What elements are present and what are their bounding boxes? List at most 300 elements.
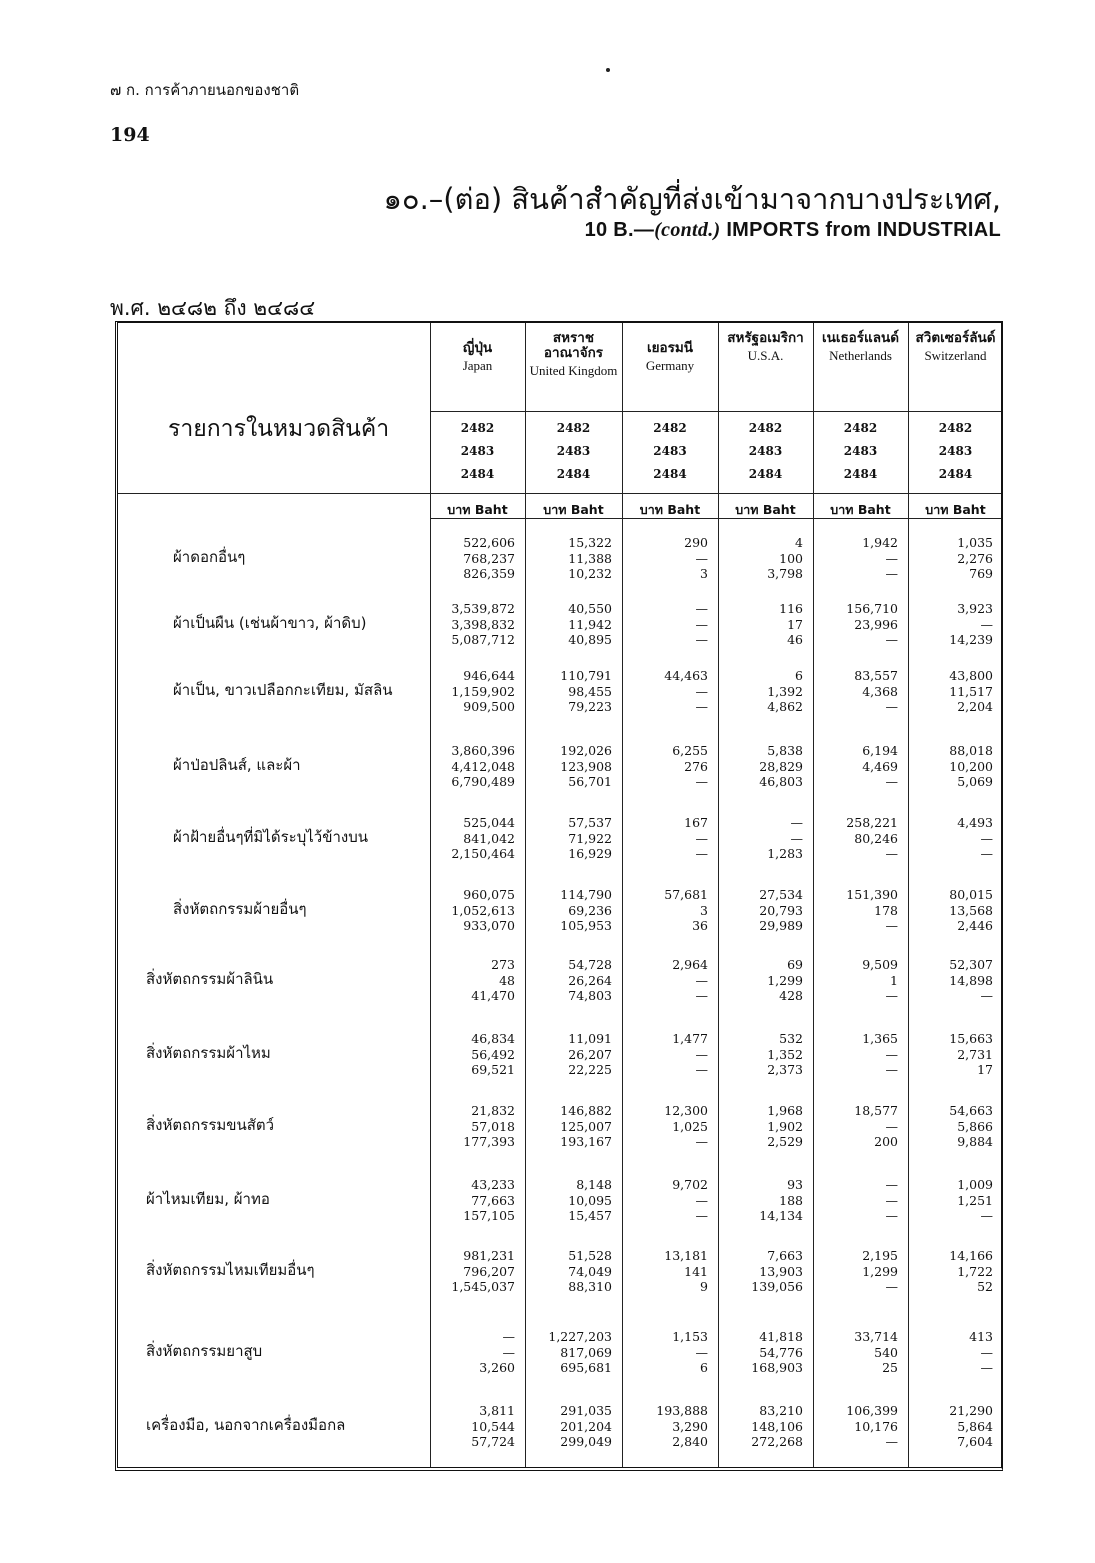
cell-value: 413 — [969, 1329, 993, 1344]
cell-value: 522,606 — [463, 535, 515, 550]
cell-value: — — [980, 1360, 993, 1375]
data-cell — [718, 1103, 803, 1150]
year-label: 2482 — [556, 421, 591, 435]
cell-value: 106,399 — [846, 1403, 898, 1418]
cell-value: 80,015 — [949, 887, 993, 902]
cell-value: — — [885, 1062, 898, 1077]
data-cell — [908, 957, 993, 1004]
column-header-english: U.S.A. — [747, 347, 784, 363]
cell-value: 14,134 — [759, 1208, 803, 1223]
title-english — [585, 219, 1001, 242]
cell-value: 20,793 — [759, 902, 803, 918]
cell-value: 11,091 — [568, 1031, 612, 1046]
data-cell — [908, 535, 993, 582]
cell-value: 1,352 — [767, 1046, 803, 1062]
cell-value: 946,644 — [463, 668, 515, 683]
data-cell — [718, 887, 803, 934]
data-cell — [813, 815, 898, 862]
cell-value: — — [695, 1344, 708, 1360]
cell-value: 139,056 — [751, 1279, 803, 1294]
cell-value: 18,577 — [854, 1103, 898, 1118]
cell-value: 88,018 — [949, 743, 993, 758]
data-cell — [813, 887, 898, 934]
column-header — [813, 331, 908, 363]
cell-value: 6,790,489 — [451, 774, 515, 789]
cell-value: 98,455 — [568, 683, 612, 699]
cell-value: — — [695, 550, 708, 566]
cell-value: 57,681 — [664, 887, 708, 902]
year-label: 2484 — [843, 467, 878, 481]
data-cell — [908, 1329, 993, 1376]
data-cell — [908, 1177, 993, 1224]
data-cell — [718, 535, 803, 582]
cell-value: 1 — [890, 972, 898, 988]
column-header — [908, 331, 1003, 363]
year-label: 2483 — [843, 444, 878, 458]
cell-value: 1,227,203 — [548, 1329, 612, 1344]
data-cell — [430, 1177, 515, 1224]
data-cell — [430, 887, 515, 934]
cell-value: 201,204 — [560, 1418, 612, 1434]
cell-value: 74,803 — [568, 988, 612, 1003]
cell-value: 21,832 — [471, 1103, 515, 1118]
cell-value: 2,150,464 — [451, 846, 515, 861]
year-labels — [908, 417, 1003, 486]
cell-value: 80,246 — [854, 830, 898, 846]
data-cell — [525, 743, 612, 790]
data-cell — [908, 1103, 993, 1150]
cell-value: 4,469 — [862, 758, 898, 774]
data-cell — [622, 535, 708, 582]
data-cell — [813, 1329, 898, 1376]
cell-value: 3,290 — [672, 1418, 708, 1434]
cell-value: 1,299 — [862, 1263, 898, 1279]
data-cell — [430, 1403, 515, 1450]
cell-value: 5,087,712 — [451, 632, 515, 647]
cell-value: — — [695, 699, 708, 714]
data-cell — [622, 1103, 708, 1150]
cell-value: 69,236 — [568, 902, 612, 918]
row-label: ผ้าเป็น, ขาวเปลือกกะเทียม, มัสลิน — [173, 681, 393, 699]
data-cell — [525, 1329, 612, 1376]
cell-value: 1,025 — [672, 1118, 708, 1134]
cell-value: — — [695, 972, 708, 988]
year-label: 2484 — [460, 467, 495, 481]
data-cell — [430, 668, 515, 715]
cell-value: 1,052,613 — [451, 902, 515, 918]
cell-value: 146,882 — [560, 1103, 612, 1118]
data-cell — [430, 1329, 515, 1376]
cell-value: 796,207 — [463, 1263, 515, 1279]
cell-value: 13,181 — [664, 1248, 708, 1263]
cell-value: — — [695, 683, 708, 699]
cell-value: 2,204 — [957, 699, 993, 714]
cell-value: 5,069 — [957, 774, 993, 789]
data-cell — [908, 1248, 993, 1295]
column-header-english: United Kingdom — [529, 362, 618, 378]
cell-value: 26,264 — [568, 972, 612, 988]
cell-value: 46,834 — [471, 1031, 515, 1046]
cell-value: — — [885, 774, 898, 789]
year-label: 2484 — [938, 467, 973, 481]
data-cell — [718, 601, 803, 648]
column-header-thai: ญี่ปุ่น — [462, 340, 493, 356]
column-header-thai: สหราชอาณาจักร — [543, 330, 604, 361]
cell-value: 26,207 — [568, 1046, 612, 1062]
cell-value: — — [695, 1046, 708, 1062]
cell-value: 79,223 — [568, 699, 612, 714]
cell-value: 2,276 — [957, 550, 993, 566]
row-label: สิ่งหัตถกรรมไหมเทียมอื่นๆ — [146, 1261, 315, 1279]
cell-value: 3,811 — [479, 1403, 515, 1418]
cell-value: 909,500 — [463, 699, 515, 714]
cell-value: — — [885, 1192, 898, 1208]
cell-value: 299,049 — [560, 1434, 612, 1449]
cell-value: 4,368 — [862, 683, 898, 699]
column-header-english: Netherlands — [829, 347, 892, 363]
cell-value: — — [885, 846, 898, 861]
year-label: 2484 — [653, 467, 687, 481]
cell-value: 1,251 — [957, 1192, 993, 1208]
data-cell — [525, 1177, 612, 1224]
cell-value: 200 — [874, 1134, 898, 1149]
cell-value: — — [885, 988, 898, 1003]
unit-label: บาท Baht — [925, 502, 986, 517]
data-cell — [622, 668, 708, 715]
cell-value: 2,731 — [957, 1046, 993, 1062]
data-cell — [908, 815, 993, 862]
cell-value: 2,529 — [767, 1134, 803, 1149]
data-cell — [622, 1031, 708, 1078]
cell-value: 188 — [779, 1192, 803, 1208]
data-cell — [908, 601, 993, 648]
data-cell — [718, 668, 803, 715]
cell-value: 1,153 — [672, 1329, 708, 1344]
cell-value: 48 — [499, 972, 515, 988]
unit-label: บาท Baht — [639, 502, 701, 517]
data-cell — [525, 887, 612, 934]
cell-value: 1,942 — [862, 535, 898, 550]
row-label: สิ่งหัตถกรรมขนสัตว์ — [146, 1116, 275, 1134]
cell-value: — — [695, 632, 708, 647]
cell-value: 40,550 — [568, 601, 612, 616]
cell-value: 6,194 — [862, 743, 898, 758]
cell-value: 276 — [684, 758, 708, 774]
data-cell — [813, 957, 898, 1004]
column-header-english: Japan — [462, 357, 493, 373]
cell-value: 290 — [684, 535, 708, 550]
data-cell — [430, 601, 515, 648]
column-header-english: Switzerland — [924, 347, 987, 363]
cell-value: 116 — [779, 601, 803, 616]
cell-value: 16,929 — [568, 846, 612, 861]
cell-value: 826,359 — [463, 566, 515, 581]
cell-value: 110,791 — [560, 668, 612, 683]
column-header — [525, 331, 622, 378]
row-label: ผ้าดอกอื่นๆ — [173, 548, 246, 566]
cell-value: 10,200 — [949, 758, 993, 774]
cell-value: 428 — [779, 988, 803, 1003]
cell-value: 46,803 — [759, 774, 803, 789]
title-thai: ๑๐.–(ต่อ) สินค้าสำคัญที่ส่งเข้ามาจากบางประเทศ, — [383, 182, 1001, 216]
cell-value: — — [885, 699, 898, 714]
row-label: สิ่งหัตถกรรมผ้ายอื่นๆ — [173, 900, 307, 918]
unit-label: บาท Baht — [447, 502, 508, 517]
cell-value: 71,922 — [568, 830, 612, 846]
cell-value: 3,860,396 — [451, 743, 515, 758]
cell-value: 9,884 — [957, 1134, 993, 1149]
cell-value: 43,233 — [471, 1177, 515, 1192]
cell-value: 1,035 — [957, 535, 993, 550]
cell-value: 54,663 — [949, 1103, 993, 1118]
row-divider — [118, 493, 1001, 494]
cell-value: 1,968 — [767, 1103, 803, 1118]
cell-value: 7,663 — [767, 1248, 803, 1263]
cell-value: 6,255 — [672, 743, 708, 758]
year-label: 2482 — [460, 421, 495, 435]
data-cell — [430, 1031, 515, 1078]
cell-value: 168,903 — [751, 1360, 803, 1375]
data-cell — [430, 1248, 515, 1295]
cell-value: — — [695, 616, 708, 632]
cell-value: 33,714 — [854, 1329, 898, 1344]
cell-value: 14,239 — [949, 632, 993, 647]
cell-value: 40,895 — [568, 632, 612, 647]
row-label: ผ้าไหมเทียม, ผ้าทอ — [146, 1190, 270, 1208]
cell-value: — — [695, 1062, 708, 1077]
cell-value: 817,069 — [560, 1344, 612, 1360]
data-cell — [908, 743, 993, 790]
cell-value: 14,166 — [949, 1248, 993, 1263]
cell-value: 6 — [700, 1360, 708, 1375]
cell-value: 1,545,037 — [451, 1279, 515, 1294]
cell-value: 5,866 — [957, 1118, 993, 1134]
data-cell — [813, 1177, 898, 1224]
cell-value: 272,268 — [751, 1434, 803, 1449]
cell-value: 148,106 — [751, 1418, 803, 1434]
data-cell — [908, 1403, 993, 1450]
row-label: ผ้าเป็นผืน (เช่นผ้าขาว, ผ้าดิบ) — [173, 614, 367, 632]
cell-value: — — [980, 830, 993, 846]
data-cell — [525, 1248, 612, 1295]
cell-value: 52,307 — [949, 957, 993, 972]
cell-value: 10,232 — [568, 566, 612, 581]
cell-value: 69 — [787, 957, 803, 972]
cell-value: 1,722 — [957, 1263, 993, 1279]
cell-value: 4,862 — [767, 699, 803, 714]
cell-value: 46 — [787, 632, 803, 647]
cell-value: 17 — [787, 616, 803, 632]
row-divider — [430, 411, 1001, 412]
year-label: 2484 — [556, 467, 591, 481]
cell-value: 4,412,048 — [451, 758, 515, 774]
cell-value: 7,604 — [957, 1434, 993, 1449]
cell-value: 3,798 — [767, 566, 803, 581]
year-label: 2482 — [938, 421, 973, 435]
cell-value: 57,724 — [471, 1434, 515, 1449]
data-cell — [718, 815, 803, 862]
data-cell — [908, 1031, 993, 1078]
cell-value: 57,018 — [471, 1118, 515, 1134]
cell-value: — — [885, 1208, 898, 1223]
data-cell — [813, 668, 898, 715]
cell-value: — — [695, 774, 708, 789]
row-label: สิ่งหัตถกรรมผ้าไหม — [146, 1044, 271, 1062]
cell-value: 177,393 — [463, 1134, 515, 1149]
cell-value: 3,398,832 — [451, 616, 515, 632]
data-cell — [718, 1329, 803, 1376]
cell-value: — — [695, 1208, 708, 1223]
cell-value: 10,544 — [471, 1418, 515, 1434]
year-labels — [525, 417, 622, 486]
cell-value: 83,557 — [854, 668, 898, 683]
cell-value: — — [885, 1434, 898, 1449]
cell-value: 151,390 — [846, 887, 898, 902]
data-cell — [525, 957, 612, 1004]
cell-value: 74,049 — [568, 1263, 612, 1279]
column-header-thai: สวิตเซอร์ลันด์ — [915, 330, 996, 346]
year-label: 2482 — [843, 421, 878, 435]
data-cell — [430, 1103, 515, 1150]
data-cell — [622, 601, 708, 648]
year-label: 2484 — [748, 467, 783, 481]
column-header-thai: เยอรมนี — [646, 340, 693, 356]
cell-value: — — [980, 1344, 993, 1360]
cell-value: — — [695, 1192, 708, 1208]
data-cell — [813, 1248, 898, 1295]
cell-value: 2,964 — [672, 957, 708, 972]
data-cell — [813, 1403, 898, 1450]
cell-value: 77,663 — [471, 1192, 515, 1208]
cell-value: — — [695, 988, 708, 1003]
cell-value: 258,221 — [846, 815, 898, 830]
cell-value: 105,953 — [560, 918, 612, 933]
cell-value: 13,903 — [759, 1263, 803, 1279]
title-en-rest: IMPORTS from INDUSTRIAL — [720, 219, 1001, 241]
year-label: 2482 — [653, 421, 687, 435]
cell-value: — — [885, 632, 898, 647]
cell-value: 5,838 — [767, 743, 803, 758]
cell-value: 960,075 — [463, 887, 515, 902]
cell-value: — — [980, 846, 993, 861]
cell-value: — — [885, 566, 898, 581]
cell-value: 25 — [882, 1360, 898, 1375]
data-cell — [622, 1329, 708, 1376]
cell-value: 3,260 — [479, 1360, 515, 1375]
cell-value: 11,517 — [949, 683, 993, 699]
cell-value: — — [790, 815, 803, 830]
items-column-header: รายการในหมวดสินค้า — [168, 416, 390, 442]
cell-value: 56,492 — [471, 1046, 515, 1062]
data-cell — [813, 535, 898, 582]
column-header-thai: เนเธอร์แลนด์ — [821, 330, 900, 346]
data-cell — [908, 668, 993, 715]
cell-value: — — [980, 988, 993, 1003]
cell-value: 41,818 — [759, 1329, 803, 1344]
cell-value: 3,539,872 — [451, 601, 515, 616]
data-cell — [813, 1103, 898, 1150]
cell-value: 10,095 — [568, 1192, 612, 1208]
cell-value: 5,864 — [957, 1418, 993, 1434]
data-cell — [430, 815, 515, 862]
cell-value: — — [695, 830, 708, 846]
data-cell — [622, 1403, 708, 1450]
imports-table — [115, 321, 1003, 1471]
data-cell — [813, 601, 898, 648]
cell-value: 273 — [491, 957, 515, 972]
column-header — [718, 331, 813, 363]
period-label: พ.ศ. ๒๔๘๒ ถึง ๒๔๘๔ — [110, 296, 316, 320]
data-cell — [622, 1177, 708, 1224]
data-cell — [430, 743, 515, 790]
cell-value: 83,210 — [759, 1403, 803, 1418]
cell-value: — — [695, 1134, 708, 1149]
year-label: 2482 — [748, 421, 783, 435]
cell-value: 17 — [977, 1062, 993, 1077]
cell-value: — — [885, 1118, 898, 1134]
cell-value: 192,026 — [560, 743, 612, 758]
cell-value: 156,710 — [846, 601, 898, 616]
data-cell — [525, 535, 612, 582]
cell-value: 193,888 — [656, 1403, 708, 1418]
cell-value: — — [502, 1344, 515, 1360]
year-labels — [622, 417, 718, 486]
cell-value: 8,148 — [576, 1177, 612, 1192]
unit-label: บาท Baht — [830, 502, 891, 517]
cell-value: 125,007 — [560, 1118, 612, 1134]
data-cell — [718, 1403, 803, 1450]
cell-value: 1,902 — [767, 1118, 803, 1134]
cell-value: 6 — [795, 668, 803, 683]
year-label: 2483 — [938, 444, 973, 458]
cell-value: 1,392 — [767, 683, 803, 699]
cell-value: — — [885, 1177, 898, 1192]
cell-value: 4,493 — [957, 815, 993, 830]
cell-value: 52 — [977, 1279, 993, 1294]
cell-value: 29,989 — [759, 918, 803, 933]
row-label: สิ่งหัตถกรรมผ้าลินิน — [146, 970, 274, 988]
data-cell — [525, 1103, 612, 1150]
year-labels — [718, 417, 813, 486]
year-label: 2483 — [653, 444, 687, 458]
cell-value: 27,534 — [759, 887, 803, 902]
cell-value: 51,528 — [568, 1248, 612, 1263]
cell-value: 933,070 — [463, 918, 515, 933]
cell-value: 15,663 — [949, 1031, 993, 1046]
cell-value: — — [980, 616, 993, 632]
cell-value: 15,457 — [568, 1208, 612, 1223]
data-cell — [718, 1248, 803, 1295]
unit-label: บาท Baht — [543, 502, 604, 517]
cell-value: 23,996 — [854, 616, 898, 632]
row-label: เครื่องมือ, นอกจากเครื่องมือกล — [146, 1416, 346, 1434]
data-cell — [430, 535, 515, 582]
cell-value: 3,923 — [957, 601, 993, 616]
cell-value: 9 — [700, 1279, 708, 1294]
title-en-contd: (contd.) — [654, 219, 721, 241]
cell-value: 1,299 — [767, 972, 803, 988]
cell-value: — — [885, 1279, 898, 1294]
cell-value: 4 — [795, 535, 803, 550]
cell-value: 9,702 — [672, 1177, 708, 1192]
year-label: 2483 — [748, 444, 783, 458]
cell-value: 141 — [684, 1263, 708, 1279]
cell-value: 525,044 — [463, 815, 515, 830]
cell-value: 44,463 — [664, 668, 708, 683]
cell-value: 532 — [779, 1031, 803, 1046]
cell-value: 1,159,902 — [451, 683, 515, 699]
data-cell — [622, 957, 708, 1004]
